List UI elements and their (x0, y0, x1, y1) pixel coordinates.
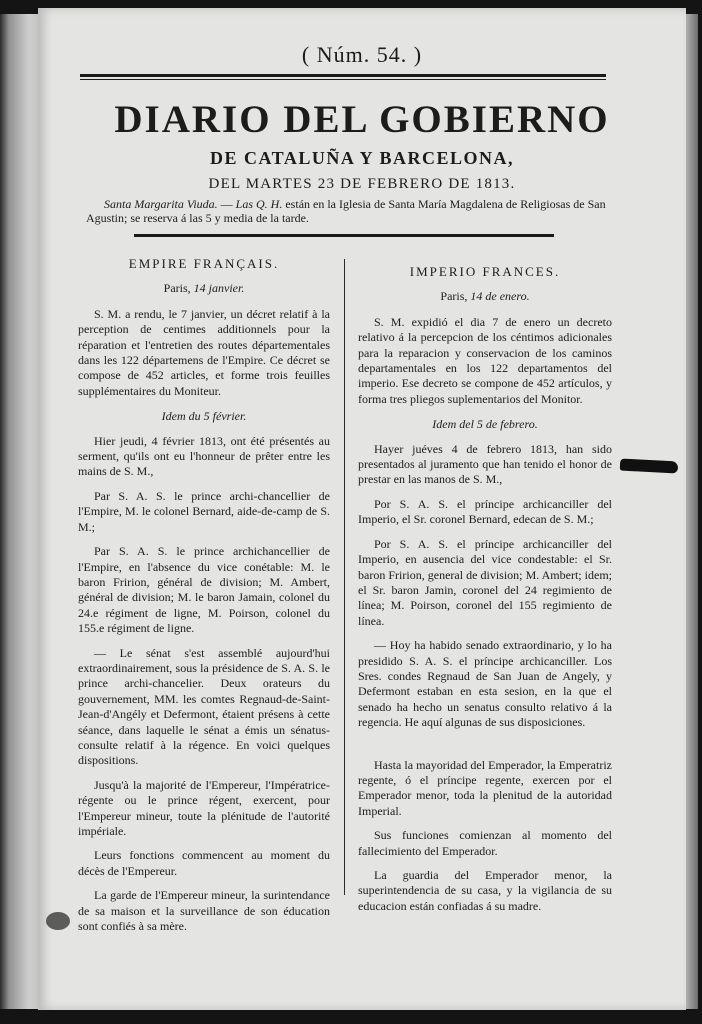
french-paragraph: Hier jeudi, 4 février 1813, ont été présentés au serment, qu'ils ont eu l'honneur de prêter entre les mains de S. M., (78, 433, 330, 479)
notice-text: están en la Iglesia de Santa María Magdalena de Religiosas de San Agustin; se reserva á las 5 y media de la tarde. (86, 197, 606, 225)
spanish-paragraph: Por S. A. S. el príncipe archicanciller del Imperio, el Sr. coronel Bernard, edecan de S. M.; (358, 496, 612, 527)
top-rule (80, 74, 606, 80)
french-place: Paris, (163, 281, 191, 296)
spanish-date: 14 de enero. (470, 289, 530, 304)
notice-qh: Las Q. H. (235, 197, 283, 211)
french-paragraph: La garde de l'Empereur mineur, la surintendance de sa maison et la surveillance de son éducation sont confiés à sa mère. (78, 888, 330, 934)
ink-stain (46, 912, 70, 930)
issue-date: DEL MARTES 23 DE FEBRERO DE 1813. (208, 176, 516, 192)
french-paragraph: Par S. A. S. le prince archichancellier de l'Empire, en l'absence du vice conétable: M. le baron Fririon, général de division; M. Ambert, général de division; M. le baron Jamain, colonel du 24.e régiment de ligne, M. Poirson, colonel du 155.e régiment de ligne. (78, 544, 330, 636)
masthead-subtitle: DE CATALUÑA Y BARCELONA, (209, 148, 515, 168)
newspaper-page (38, 8, 686, 1010)
spanish-dateline (358, 289, 612, 304)
french-paragraph: Jusqu'à la majorité de l'Empereur, l'Impératrice-régente ou le prince régent, exercent, pour l'Empereur mineur, toute la plénitude de l'autorité impériale. (78, 777, 330, 838)
french-paragraph: Leurs fonctions commencent au moment du décès de l'Empereur. (78, 848, 330, 878)
spanish-paragraph: Hasta la mayoridad del Emperador, la Emperatriz regente, ó el príncipe regente, exercen por el Emperador menor, toda la plenitud de la autoridad Imperial. (358, 757, 612, 818)
church-notice: Santa Margarita Viuda. — Las Q. H. están en la Iglesia de Santa María Magdalena de Religiosas de San Agustin; se reserva á las 5 y media de la tarde. (86, 197, 606, 225)
spanish-paragraph: — Hoy ha habido senado extraordinario, y lo ha presidido S. A. S. el príncipe archicanciller. Los Sres. condes Regnaud de San Juan de Angely, y Defermont estaban en esta sesion, en la que el senado ha hecho un senatus consulto relativo á la regencia. He aquí algunas de sus disposiciones. (358, 638, 612, 730)
spanish-idem: Idem del 5 de febrero. (432, 417, 538, 432)
french-paragraph: Par S. A. S. le prince archi-chancellier de l'Empire, M. le colonel Bernard, aide-de-camp de S. M.; (78, 488, 330, 534)
right-page-edge (684, 14, 698, 1009)
issue-number: ( Núm. 54. ) (301, 42, 423, 67)
spanish-column (358, 264, 612, 923)
french-heading: EMPIRE FRANÇAIS. (128, 256, 280, 271)
french-date: 14 janvier. (193, 281, 245, 296)
french-column (78, 256, 330, 943)
header-rule (134, 234, 554, 237)
spacer (358, 740, 612, 758)
ink-blot (620, 458, 679, 473)
spanish-paragraph: Sus funciones comienzan al momento del fallecimiento del Emperador. (358, 828, 612, 858)
french-paragraph: S. M. a rendu, le 7 janvier, un décret relatif à la perception de centimes additionnels pour la réparation et l'entretien des routes départementales dans les 122 départemens de l'Empire. Ce décret se compose de 452 articles, et forme trois feuilles supplémentaires du Moniteur. (78, 306, 330, 398)
spanish-place: Paris, (440, 289, 468, 304)
column-divider (344, 259, 345, 895)
notice-saint: Santa Margarita Viuda. (104, 197, 218, 211)
spanish-paragraph: S. M. expidió el dia 7 de enero un decreto relativo á la percepcion de los céntimos adicionales para la reparacion y conservacion de los caminos departamentales en los 122 departamentos del imperio. Ese decreto se compone de 452 artículos, y forma tres pliegos suplementarios del Monitor. (358, 314, 612, 406)
french-idem: Idem du 5 février. (161, 409, 247, 424)
masthead-title: DIARIO DEL GOBIERNO (114, 98, 610, 141)
spanish-paragraph: La guardia del Emperador menor, la superintendencia de su casa, y la vigilancia de su educacion están confiadas á su madre. (358, 868, 612, 913)
french-dateline (78, 281, 330, 296)
french-paragraph: — Le sénat s'est assemblé aujourd'hui extraordinairement, sous la présidence de S. A. S. le prince archi-chancelier. Deux orateurs du gouvernement, MM. les comtes Regnaud-de-Saint-Jean-d'Angély et Defermont, étaient présens à cette séance, dans laquelle le sénat a émis un sénatus-consulte relatif à la régence. En voici quelques dispositions. (78, 645, 330, 768)
spanish-paragraph: Por S. A. S. el príncipe archicanciller del Imperio, en ausencia del vice condestable: el Sr. baron Fririon, general de division; M. Ambert; idem; el Sr. baron Jamin, coronel del 24 regimiento de línea; M. Poirson, coronel del 155 regimiento de línea. (358, 536, 612, 628)
spanish-paragraph: Hayer juéves 4 de febrero 1813, han sido presentados al juramento que han tenido el honor de prestar en las manos de S. M., (358, 441, 612, 487)
spanish-heading: IMPERIO FRANCES. (409, 264, 561, 279)
